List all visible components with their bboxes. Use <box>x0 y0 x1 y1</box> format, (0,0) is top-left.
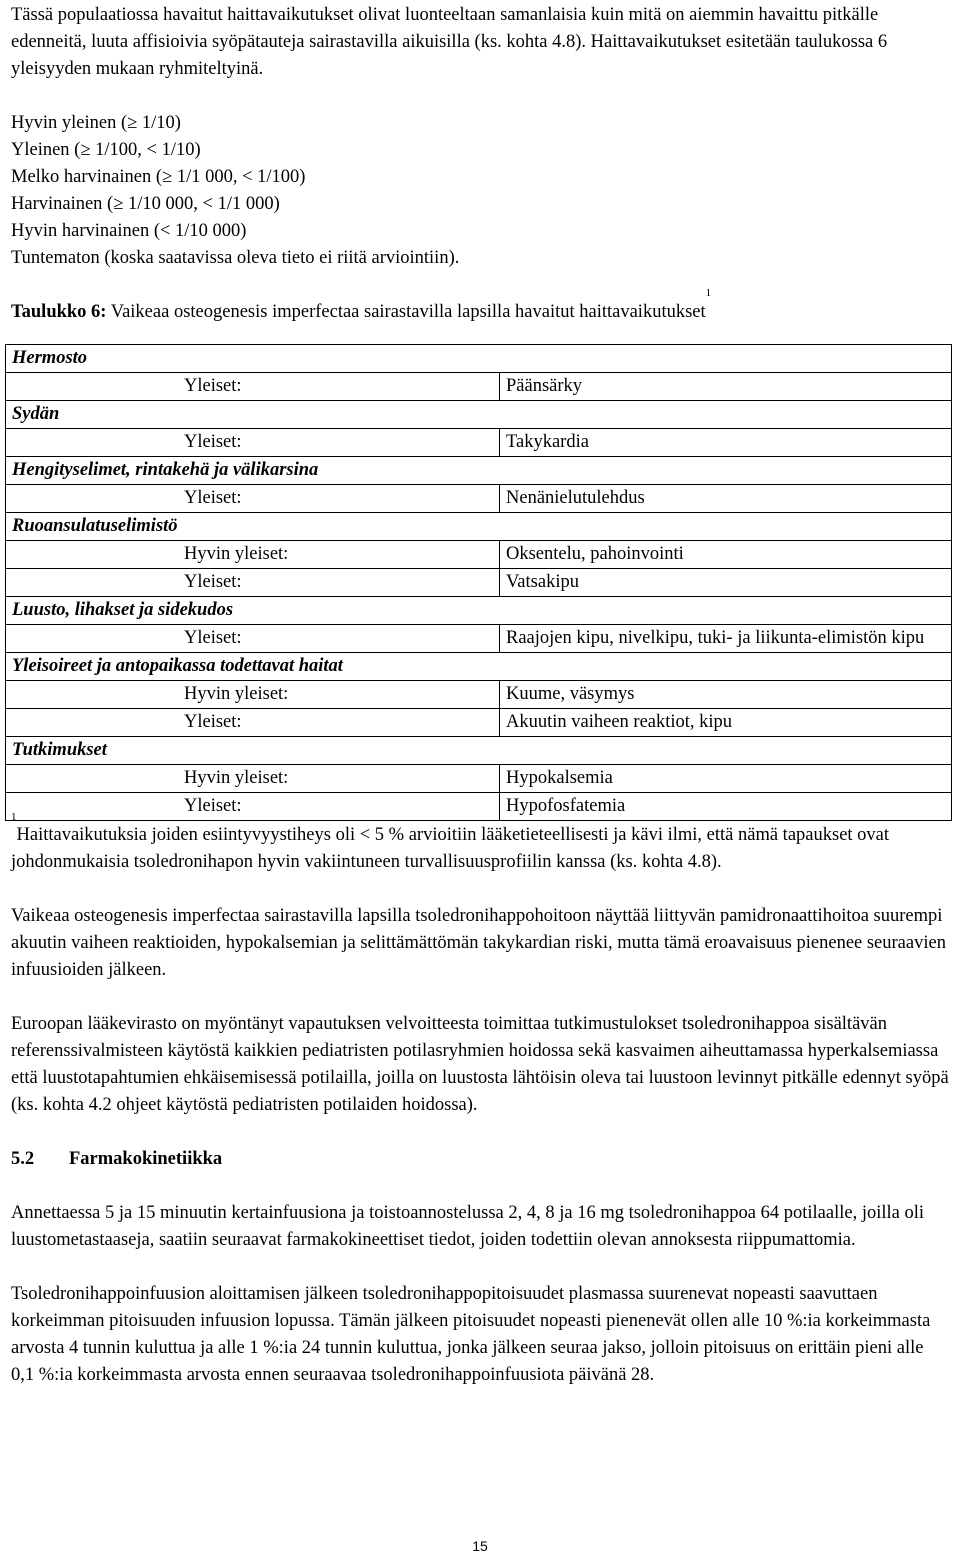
page-number: 15 <box>472 1538 488 1554</box>
table-row <box>6 485 952 513</box>
intro-paragraph: Tässä populaatiossa havaitut haittavaikutukset olivat luonteeltaan samanlaisia kuin mitä on aiemmin havaittu pitkälle edenneitä, luuta affisioivia syöpätauteja sairastavilla aikuisilla (ks. kohta 4.8). Haittavaikutukset esitetään taulukossa 6 yleisyyden mukaan ryhmiteltyinä. <box>11 5 888 79</box>
frequency-definitions <box>11 110 951 272</box>
adverse-reaction-cell: Hypokalsemia <box>500 765 952 793</box>
table-row <box>6 569 952 597</box>
frequency-cell: Hyvin yleiset: <box>6 541 500 569</box>
table-category-row <box>6 597 952 625</box>
frequency-cell: Yleiset: <box>6 485 500 513</box>
table-category-row <box>6 345 952 373</box>
table-row <box>6 681 952 709</box>
footnote-marker: 1 <box>11 811 17 823</box>
table-category-row <box>6 401 952 429</box>
frequency-item: Tuntematon (koska saatavissa oleva tieto ei riitä arviointiin). <box>11 248 460 268</box>
table-category-row <box>6 513 952 541</box>
frequency-cell: Yleiset: <box>6 429 500 457</box>
paragraph-risk: Vaikeaa osteogenesis imperfectaa sairastavilla lapsilla tsoledronihappohoitoon näyttää liittyvän pamidronaattihoitoa suurempi akuutin vaiheen reaktioiden, hypokalsemian ja selittämättömän takykardian riski, mutta tämä eroavaisuus pienenee seuraavien infuusioiden jälkeen. <box>11 906 946 980</box>
table-caption-text: Vaikeaa osteogenesis imperfectaa sairastavilla lapsilla havaitut haittavaikutukset <box>106 302 706 322</box>
table-row <box>6 541 952 569</box>
adverse-reaction-cell: Vatsakipu <box>500 569 952 597</box>
system-organ-class: Tutkimukset <box>6 737 952 765</box>
paragraph-ema-waiver: Euroopan lääkevirasto on myöntänyt vapautuksen velvoitteesta toimittaa tutkimustulokset tsoledronihappoa sisältävän referenssivalmisteen käytöstä kaikkien pediatristen potilasryhmien hoidossa sekä kasvaimen aiheuttamassa hyperkalsemiassa että luustotapahtumien ehkäisemisessä potilailla, joilla on luustosta lähtöisin oleva tai luustoon levinnyt pitkälle edennyt syöpä (ks. kohta 4.2 ohjeet käytöstä pediatristen potilaiden hoidossa). <box>11 1014 949 1115</box>
system-organ-class: Hermosto <box>6 345 952 373</box>
adverse-reaction-cell: Hypofosfatemia <box>500 793 952 821</box>
section-title: Farmakokinetiikka <box>69 1149 223 1169</box>
table-caption-footnote-marker: 1 <box>705 287 712 299</box>
adverse-reaction-cell: Takykardia <box>500 429 952 457</box>
system-organ-class: Ruoansulatuselimistö <box>6 513 952 541</box>
system-organ-class: Luusto, lihakset ja sidekudos <box>6 597 952 625</box>
footnote-text: Haittavaikutuksia joiden esiintyvyystiheys oli < 5 % arvioitiin lääketieteellisesti ja kävi ilmi, että nämä tapaukset ovat johdonmukaisia tsoledronihapon hyvin vakiintuneen turvallisuusprofiilin kanssa (ks. kohta 4.8). <box>11 825 890 872</box>
frequency-cell: Yleiset: <box>6 569 500 597</box>
frequency-cell: Yleiset: <box>6 793 500 821</box>
frequency-item: Hyvin harvinainen (< 1/10 000) <box>11 221 247 241</box>
adverse-reaction-cell: Päänsärky <box>500 373 952 401</box>
frequency-item: Hyvin yleinen (≥ 1/10) <box>11 113 181 133</box>
table-row <box>6 793 952 821</box>
frequency-item: Melko harvinainen (≥ 1/1 000, < 1/100) <box>11 167 306 187</box>
table-footnote <box>11 811 951 876</box>
frequency-item: Harvinainen (≥ 1/10 000, < 1/1 000) <box>11 194 280 214</box>
section-heading <box>11 1146 951 1173</box>
table-row <box>6 429 952 457</box>
frequency-cell: Hyvin yleiset: <box>6 765 500 793</box>
table-row <box>6 709 952 737</box>
table-caption-label: Taulukko 6: <box>11 302 107 322</box>
frequency-cell: Hyvin yleiset: <box>6 681 500 709</box>
adverse-reaction-cell: Kuume, väsymys <box>500 681 952 709</box>
system-organ-class: Yleisoireet ja antopaikassa todettavat haitat <box>6 653 952 681</box>
frequency-cell: Yleiset: <box>6 709 500 737</box>
table-caption <box>11 287 951 326</box>
table-category-row <box>6 653 952 681</box>
adverse-reaction-cell: Akuutin vaiheen reaktiot, kipu <box>500 709 952 737</box>
table-row <box>6 765 952 793</box>
adverse-reaction-cell: Nenänielutulehdus <box>500 485 952 513</box>
frequency-item: Yleinen (≥ 1/100, < 1/10) <box>11 140 201 160</box>
table-category-row <box>6 457 952 485</box>
document-page <box>11 2 951 1416</box>
adverse-reactions-table <box>5 344 952 821</box>
frequency-cell: Yleiset: <box>6 373 500 401</box>
table-category-row <box>6 737 952 765</box>
adverse-reaction-cell: Oksentelu, pahoinvointi <box>500 541 952 569</box>
section-number: 5.2 <box>11 1149 35 1169</box>
table-row <box>6 373 952 401</box>
paragraph-pk-concentrations: Tsoledronihappoinfuusion aloittamisen jälkeen tsoledronihappopitoisuudet plasmassa suurenevat nopeasti saavuttaen korkeimman pitoisuuden infuusion lopussa. Tämän jälkeen pitoisuudet nopeasti pienenevät ollen alle 10 %:ia korkeimmasta arvosta 4 tunnin kuluttua ja alle 1 %:ia 24 tunnin kuluttua, jonka jälkeen seuraa jakso, jolloin pitoisuus on erittäin pieni alle 0,1 %:ia korkeimmasta arvosta ennen seuraavaa tsoledronihappoinfuusiota päivänä 28. <box>11 1284 931 1385</box>
paragraph-pk-dosing: Annettaessa 5 ja 15 minuutin kertainfuusiona ja toistoannostelussa 2, 4, 8 ja 16 mg tsoledronihappoa 64 potilaalle, joilla oli luustometastaaseja, saatiin seuraavat farmakokineettiset tiedot, joiden todettiin olevan annoksesta riippumattomia. <box>11 1203 925 1250</box>
table-row <box>6 625 952 653</box>
system-organ-class: Sydän <box>6 401 952 429</box>
adverse-reaction-cell: Raajojen kipu, nivelkipu, tuki- ja liikunta-elimistön kipu <box>500 625 952 653</box>
frequency-cell: Yleiset: <box>6 625 500 653</box>
system-organ-class: Hengityselimet, rintakehä ja välikarsina <box>6 457 952 485</box>
